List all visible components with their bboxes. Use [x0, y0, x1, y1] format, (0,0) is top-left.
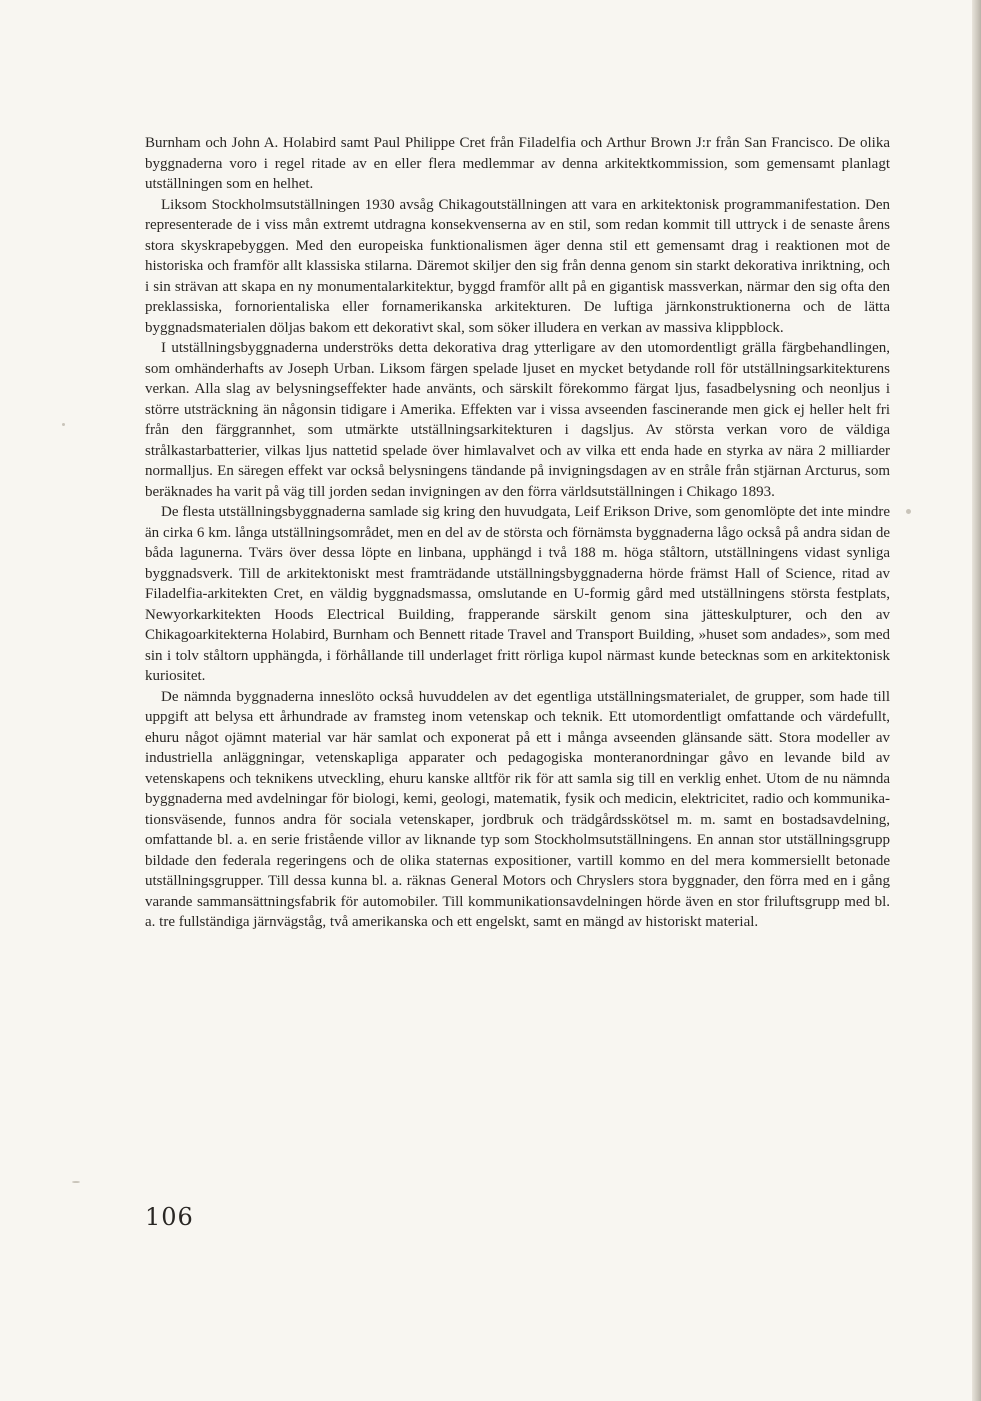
paragraph-continuation: Burnham och John A. Holabird samt Paul Philippe Cret från Filadelfia och Arthur Brown J:r från San Francisco. De olika byggnaderna voro i regel ritade av en eller flera medlemmar av denna arkitektkommission, som gemensamt planlagt utställningen som en helhet.: [145, 135, 890, 192]
page-edge-shadow: [972, 0, 981, 1401]
paper-speck: [906, 509, 911, 514]
paragraph: I utställningsbyggnaderna underströks detta dekorativa drag ytterligare av den utomordentligt grälla färgbehandlingen, som omhänderhafts av Joseph Urban. Liksom färgen spelade ljuset en mycket betydande roll för utställningsarkitekturens verkan. Alla slag av belysningseffekter hade använts, och särskilt förekommo färgat ljus, fasadbelysning och neonljus i större utsträckning än någonsin tidigare i Amerika. Effekten var i vissa avseenden fascinerande men gick ej heller helt fri från den färggrannhet, som utmärkte utställningsarkitekturen i dagsljus. Av största verkan voro de väldiga strålkastarbatterier, vilkas ljus nattetid spelade över himlavalvet och av vilka ett enda hade en styrka av nära 2 milliarder normalljus. En säregen effekt var också belysningens tändande på invigningsdagen av en stråle från stjärnan Arcturus, som beräknades ha varit på väg till jorden sedan invigningen av den förra världsutställningen i Chikago 1893.: [145, 340, 890, 500]
page-number: 106: [145, 1203, 194, 1231]
paragraph: De flesta utställningsbyggnaderna samlade sig kring den huvudgata, Leif Erikson Drive, som genomlöpte det inte mindre än cirka 6 km. långa utställningsområdet, men en del av de största och förnämsta byggnaderna lågo också på andra sidan de båda lagunerna. Tvärs över dessa löpte en linbana, upphängd i två 188 m. höga ståltorn, utställningens vidast synliga byggnadsverk. Till de arkitektoniskt mest framträdande utställningsbyggnaderna hörde främst Hall of Science, ritad av Filadelfia-arkitekten Cret, en väldig byggnadsmassa, omslutande en U-formig gård med utställningens största festplats, Newyorkarkitekten Hoods Electrical Building, frapperande särskilt genom sina jätteskulpturer, och den av Chikagoarkitekterna Holabird, Burnham och Bennett ritade Travel and Transport Building, »huset som andades», som med sin i tolv ståltorn upphängda, i förhållande till underlaget fritt rörliga kupol närmast kunde betecknas som en arkitektonisk kuriositet.: [145, 504, 890, 684]
article-body: [145, 133, 890, 933]
paper-speck: [62, 423, 65, 426]
paper-speck: [72, 1181, 80, 1183]
paragraph: De nämnda byggnaderna inneslöto också huvuddelen av det egentliga utställningsmaterialet, de grupper, som hade till uppgift att belysa ett århundrade av framsteg inom vetenskap och teknik. Ett utomordentligt omfattande och värdefullt, ehuru något ojämnt material var här samlat och exponerat på ett i många avseenden glänsande sätt. Stora modeller av industriella anläggningar, vetenskapliga apparater och pedagogiska monteranordningar gåvo en levande bild av vetenskapens och teknikens utveckling, ehuru kanske alltför rik för att samla sig till en verklig enhet. Utom de nu nämnda byggnaderna med avdelningar för biologi, kemi, geologi, matematik, fysik och medicin, elektricitet, radio och kommunikationsväsende, funnos andra för sociala vetenskaper, jordbruk och trädgårdsskötsel m. m. samt en bostadsavdelning, omfattande bl. a. en serie fristående villor av liknande typ som Stockholmsutställningens. En annan stor utställningsgrupp bildade den federala regeringens och de olika staternas expositioner, vartill kommo en del mera kommersiellt betonade utställningsgrupper. Till dessa kunna bl. a. räknas General Motors och Chryslers stora byggnader, den förra med en i gång varande sammansättningsfabrik för automobiler. Till kommunikationsavdelningen hörde även en stor friluftsgrupp med bl. a. tre fullständiga järnvägståg, två amerikanska och ett engelskt, samt en mängd av historiskt material.: [145, 688, 890, 930]
paragraph: Liksom Stockholmsutställningen 1930 avsåg Chikagoutställningen att vara en arkitektonisk programmanifestation. Den representerade de i viss mån extremt utdragna konsekvenserna av en stil, som redan kommit till uttryck i de senaste årens stora skyskrapebyggen. Med den europeiska funktionalismen äger denna stil ett gemensamt drag i reaktionen mot de historiska och framför allt klassiska stilarna. Däremot skiljer den sig från denna genom sin starkt dekorativa inriktning, och i sin strävan att skapa en ny monumentalarkitektur, byggd framför allt på en gigantisk massverkan, närmar den sig ofta den preklassiska, fornorientaliska eller fornamerikanska arkitekturen. De luftiga järnkonstruktionerna och de lätta byggnadsmaterialen döljas bakom ett dekorativt skal, som söker illudera en verkan av massiva klippblock.: [145, 196, 890, 336]
